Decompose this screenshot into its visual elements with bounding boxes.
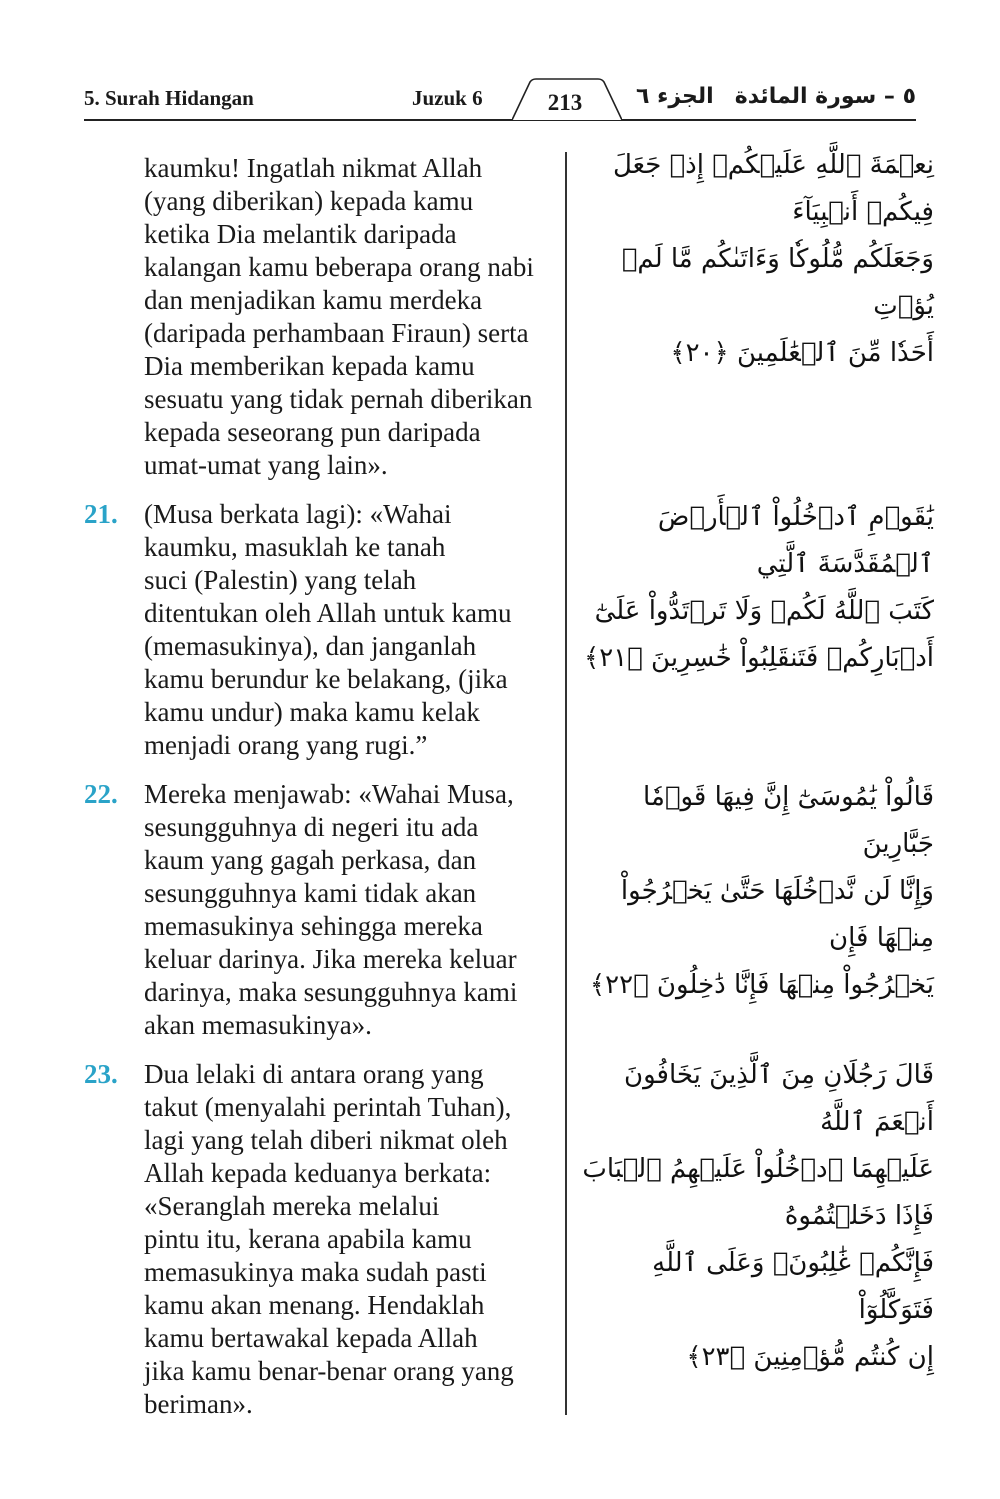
verse-text: Mereka menjawab: «Wahai Musa, sesungguhnya di negeri itu ada kaum yang gagah perkasa, dan sesungguhnya kami tidak akan memasukinya sehingga mereka keluar darinya. Jika mereka keluar darinya, maka sesungguhnya kami akan memasukinya». <box>144 779 518 1040</box>
verse-arabic-21: يَٰقَوۡمِ ٱدۡخُلُواْ ٱلۡأَرۡضَ ٱلۡمُقَدَّسَةَ ٱلَّتِي كَتَبَ ٱللَّهُ لَكُمۡ وَلَا تَرۡتَدُّواْ عَلَىٰٓ أَدۡبَارِكُمۡ فَتَنقَلِبُواْ خَٰسِرِينَ ﴿٢١﴾ <box>584 502 934 673</box>
verse-text: Dua lelaki di antara orang yang takut (menyalahi perintah Tuhan), lagi yang telah diberi nikmat oleh Allah kepada keduanya berkata: «Seranglah mereka melalui pintu itu, kerana apabila kamu memasukinya maka sudah pasti kamu akan menang. Hendaklah kamu bertawakal kepada Allah jika kamu benar-benar orang yang beriman». <box>144 1059 514 1419</box>
verse-number: 23. <box>84 1059 118 1089</box>
surah-title-ar: ٥ – سورة المائدة <box>734 84 916 109</box>
column-divider <box>565 152 567 1415</box>
juzuk-label-ms: Juzuk 6 <box>412 86 483 110</box>
header-rule <box>84 119 916 121</box>
verse-text: (Musa berkata lagi): «Wahai kaumku, masuklah ke tanah suci (Palestin) yang telah ditentukan oleh Allah untuk kamu (memasukinya), dan janganlah kamu berundur ke belakang, (jika kamu undur) maka kamu kelak menjadi orang yang rugi.” <box>144 499 512 760</box>
verse-arabic-23: قَالَ رَجُلَانِ مِنَ ٱلَّذِينَ يَخَافُونَ أَنۡعَمَ ٱللَّهُ عَلَيۡهِمَا ٱدۡخُلُواْ عَلَيۡهِمُ ٱلۡبَابَ فَإِذَا دَخَلۡتُمُوهُ فَإِنَّكُمۡ غَٰلِبُونَۚ وَعَلَى ٱللَّهِ فَتَوَكَّلُوٓاْ إِن كُنتُم مُّؤۡمِنِينَ ﴿٢٣﴾ <box>582 1060 934 1372</box>
verse-number: 21. <box>84 499 118 529</box>
juz-label-ar: الجزء ٦ <box>636 84 714 109</box>
page-number: 213 <box>547 90 583 115</box>
verse-arabic-22: قَالُواْ يَٰمُوسَىٰٓ إِنَّ فِيهَا قَوۡمٗا جَبَّارِينَ وَإِنَّا لَن نَّدۡخُلَهَا حَتَّىٰ يَخۡرُجُواْ مِنۡهَا فَإِن يَخۡرُجُواْ مِنۡهَا فَإِنَّا دَٰخِلُونَ ﴿٢٢﴾ <box>589 782 934 1000</box>
verse-text: kaumku! Ingatlah nikmat Allah (yang diberikan) kepada kamu ketika Dia melantik daripada kalangan kamu beberapa orang nabi dan menjadikan kamu merdeka (daripada perhambaan Firaun) serta Dia memberikan kepada kamu sesuatu yang tidak pernah diberikan kepada seseorang pun daripada umat-umat yang lain». <box>144 153 534 480</box>
surah-title-ms: 5. Surah Hidangan <box>84 86 254 110</box>
page-header <box>84 78 916 122</box>
verse-arabic-20: نِعۡمَةَ ٱللَّهِ عَلَيۡكُمۡ إِذۡ جَعَلَ فِيكُمۡ أَنۢبِيَآءَ وَجَعَلَكُم مُّلُوكٗا وَءَاتَىٰكُم مَّا لَمۡ يُؤۡتِ أَحَدٗا مِّنَ ٱلۡعَٰلَمِينَ ﴿٢٠﴾ <box>612 150 934 368</box>
verse-number: 22. <box>84 779 118 809</box>
